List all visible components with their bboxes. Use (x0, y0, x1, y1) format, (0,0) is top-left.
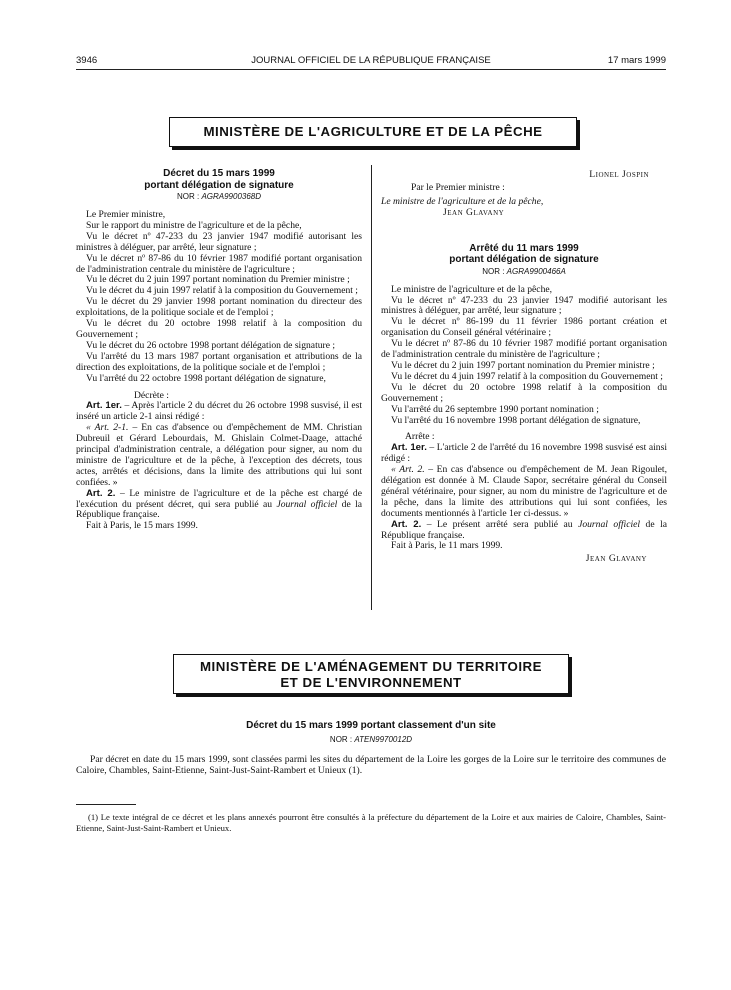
article-text: – En cas d'absence ou d'empêchement de M. Jean Rigoulet, délégation est donnée à M. Claude Sapor, secrétaire général du Conseil général vétérinaire, pour signer, au nom du ministre de l'agriculture et de la pêche, dans la limite des attributions qui lui sont confiées, les documents mentionnés à l'article 1er ci-dessus. » (381, 464, 667, 519)
journal-name: Journal officiel (578, 518, 641, 530)
ministry-agriculture-title: MINISTÈRE DE L'AGRICULTURE ET DE LA PÊCHE (203, 124, 543, 139)
arrete-paragraph: Vu l'arrêté du 26 septembre 1990 portant nomination ; (391, 403, 599, 415)
footnote-rule (76, 804, 136, 805)
article-text: – Le ministre de l'agriculture et de la pêche est chargé de l'exécution du présent décret, qui sera publié au (76, 487, 362, 510)
pm-signature: Lionel Jospin (589, 169, 649, 180)
article-text: – Le présent arrêté sera publié au (421, 518, 579, 530)
nor-label: NOR : (482, 266, 505, 276)
decree-paragraph: Vu le décret du 26 octobre 1998 portant délégation de signature ; (86, 339, 336, 351)
article-label: « Art. 2. (391, 464, 425, 476)
nor-label: NOR : (329, 735, 353, 744)
footnote-text: (1) Le texte intégral de ce décret et les plans annexés pourront être consultés à la préfecture du département de la Loire et aux mairies de Caloire, Chambles, Saint-Etienne, Saint-Just-Saint-Rambert et Unieux. (76, 812, 666, 833)
column-divider (371, 165, 372, 610)
footnote (76, 812, 666, 833)
arrete-nor (381, 266, 667, 277)
decree-delegation-column (76, 168, 362, 532)
decree-article-2 (76, 489, 362, 522)
issue-date: 17 mars 1999 (607, 55, 666, 66)
arrete-paragraph: Vu le décret nº 47-233 du 23 janvier 1947 modifié autorisant les ministres à déléguer, par arrêté, leur signature ; (381, 294, 667, 317)
decree-paragraph: Vu le décret nº 47-233 du 23 janvier 1947 modifié autorisant les ministres à déléguer, par arrêté, leur signature ; (76, 230, 362, 253)
article-text: de la République française. (381, 518, 667, 541)
nor-code: AGRA9900368D (201, 192, 262, 201)
decree-article-1 (76, 401, 362, 423)
arrete-arrete: Arrête : (405, 431, 435, 443)
article-label: Art. 1er. (86, 400, 122, 412)
arrete-title-line1: Arrêté du 11 mars 1999 (469, 242, 579, 254)
article-label: Art. 2. (391, 518, 422, 530)
journal-title: JOURNAL OFFICIEL DE LA RÉPUBLIQUE FRANÇAISE (251, 55, 491, 66)
arrete-article-2 (381, 520, 667, 542)
arrete-paragraph: Vu l'arrêté du 16 novembre 1998 portant délégation de signature, (391, 414, 641, 426)
minister-title (381, 197, 667, 208)
site-decree-title: Décret du 15 mars 1999 portant classement d'un site (246, 720, 496, 731)
arrete-paragraph: Vu le décret nº 86-199 du 11 février 1986 portant création et organisation du Conseil général vétérinaire ; (381, 316, 667, 339)
decree-paragraph: Vu l'arrêté du 22 octobre 1998 portant délégation de signature, (86, 372, 326, 384)
minister-signature: Jean Glavany (443, 206, 505, 218)
decree-paragraph: Sur le rapport du ministre de l'agriculture et de la pêche, (86, 219, 302, 231)
ministry-environment-heading (173, 654, 569, 694)
site-decree-paragraph: Par décret en date du 15 mars 1999, sont classées parmi les sites du département de la Loire les gorges de la Loire sur le territoire des communes de Caloire, Chambles, Saint-Etienne, Saint-Just-Saint-Rambert et Unieux (1). (76, 754, 666, 776)
decree-title-line2: portant délégation de signature (144, 179, 294, 191)
article-text: de la République française. (76, 498, 362, 521)
page-number: 3946 (76, 55, 98, 66)
arrete-paragraph: Vu le décret du 4 juin 1997 relatif à la composition du Gouvernement ; (391, 370, 663, 382)
minister-title-text: Le ministre de l'agriculture et de la pêche, (381, 195, 544, 207)
article-text: – L'article 2 de l'arrêté du 16 novembre 1998 susvisé est ainsi rédigé : (381, 442, 667, 465)
decree-done-at: Fait à Paris, le 15 mars 1999. (86, 520, 198, 532)
page-header (76, 55, 666, 69)
article-label: Art. 2. (86, 487, 116, 499)
decree-paragraph: Vu le décret nº 87-86 du 10 février 1987 modifié portant organisation de l'administration centrale du ministère de l'agriculture ; (76, 252, 362, 275)
decree-paragraph: Vu le décret du 29 janvier 1998 portant nomination du directeur des exploitations, de la politique sociale et de l'emploi ; (76, 296, 362, 319)
decree-title (76, 168, 362, 191)
decree-paragraph: Vu l'arrêté du 13 mars 1987 portant organisation et attributions de la direction des exploitations, de la politique sociale et de l'emploi ; (76, 350, 362, 373)
decree-nor (76, 191, 362, 202)
ministry-environment-title-line1: MINISTÈRE DE L'AMÉNAGEMENT DU TERRITOIRE (199, 659, 543, 674)
arrete-paragraph: Vu le décret du 2 juin 1997 portant nomination du Premier ministre ; (391, 359, 655, 371)
site-decree-nor (76, 734, 666, 745)
arrete-title (381, 243, 667, 266)
article-label: « Art. 2-1. (86, 422, 129, 434)
arrete-signature: Jean Glavany (585, 553, 647, 565)
nor-label: NOR : (176, 192, 200, 201)
arrete-title-line2: portant délégation de signature (449, 254, 599, 266)
arrete-column (381, 170, 667, 565)
decree-paragraph: Vu le décret du 4 juin 1997 relatif à la composition du Gouvernement ; (86, 285, 358, 297)
site-decree-body (76, 755, 666, 777)
arrete-paragraph: Vu le décret du 20 octobre 1998 relatif à la composition du Gouvernement ; (381, 381, 667, 404)
nor-code: ATEN9970012D (354, 735, 413, 744)
nor-code: AGRA9900466A (506, 266, 566, 276)
decree-article-2-1 (76, 423, 362, 488)
article-label: Art. 1er. (391, 442, 427, 454)
decree-paragraph: Vu le décret du 2 juin 1997 portant nomination du Premier ministre ; (86, 274, 350, 286)
arrete-article-1 (381, 443, 667, 465)
article-text: – Après l'article 2 du décret du 26 octobre 1998 susvisé, il est inséré un article 2-1 ainsi rédigé : (76, 400, 362, 423)
arrete-done-at: Fait à Paris, le 11 mars 1999. (391, 540, 503, 552)
article-text: – En cas d'absence ou d'empêchement de MM. Christian Dubreuil et Gérard Lebourdais, M. Ghislain Colmet-Daage, attaché principal d'administration centrale, a délégation pour signer, au nom du ministre de l'agriculture et de la pêche, à l'exception des décrets, tous actes, arrêtés et décisions, dans la limite des attributions qui lui sont confiées. » (76, 422, 363, 488)
arrete-paragraph: Vu le décret nº 87-86 du 10 février 1987 modifié portant organisation de l'administration centrale du ministère de l'agriculture ; (381, 338, 667, 361)
arrete-paragraph: Le ministre de l'agriculture et de la pêche, (391, 283, 553, 295)
decree-paragraph: Vu le décret du 20 octobre 1998 relatif à la composition du Gouvernement ; (76, 318, 362, 340)
ministry-environment-title-line2: ET DE L'ENVIRONNEMENT (280, 675, 462, 690)
par-premier-ministre: Par le Premier ministre : (411, 181, 505, 193)
decree-decrete: Décrète : (134, 389, 169, 401)
decree-title-line1: Décret du 15 mars 1999 (163, 168, 275, 179)
header-rule (76, 69, 666, 70)
ministry-agriculture-heading (169, 117, 577, 147)
decree-paragraph: Le Premier ministre, (86, 209, 166, 220)
journal-name: Journal officiel (276, 498, 338, 510)
arrete-article-2-quoted (381, 465, 667, 520)
